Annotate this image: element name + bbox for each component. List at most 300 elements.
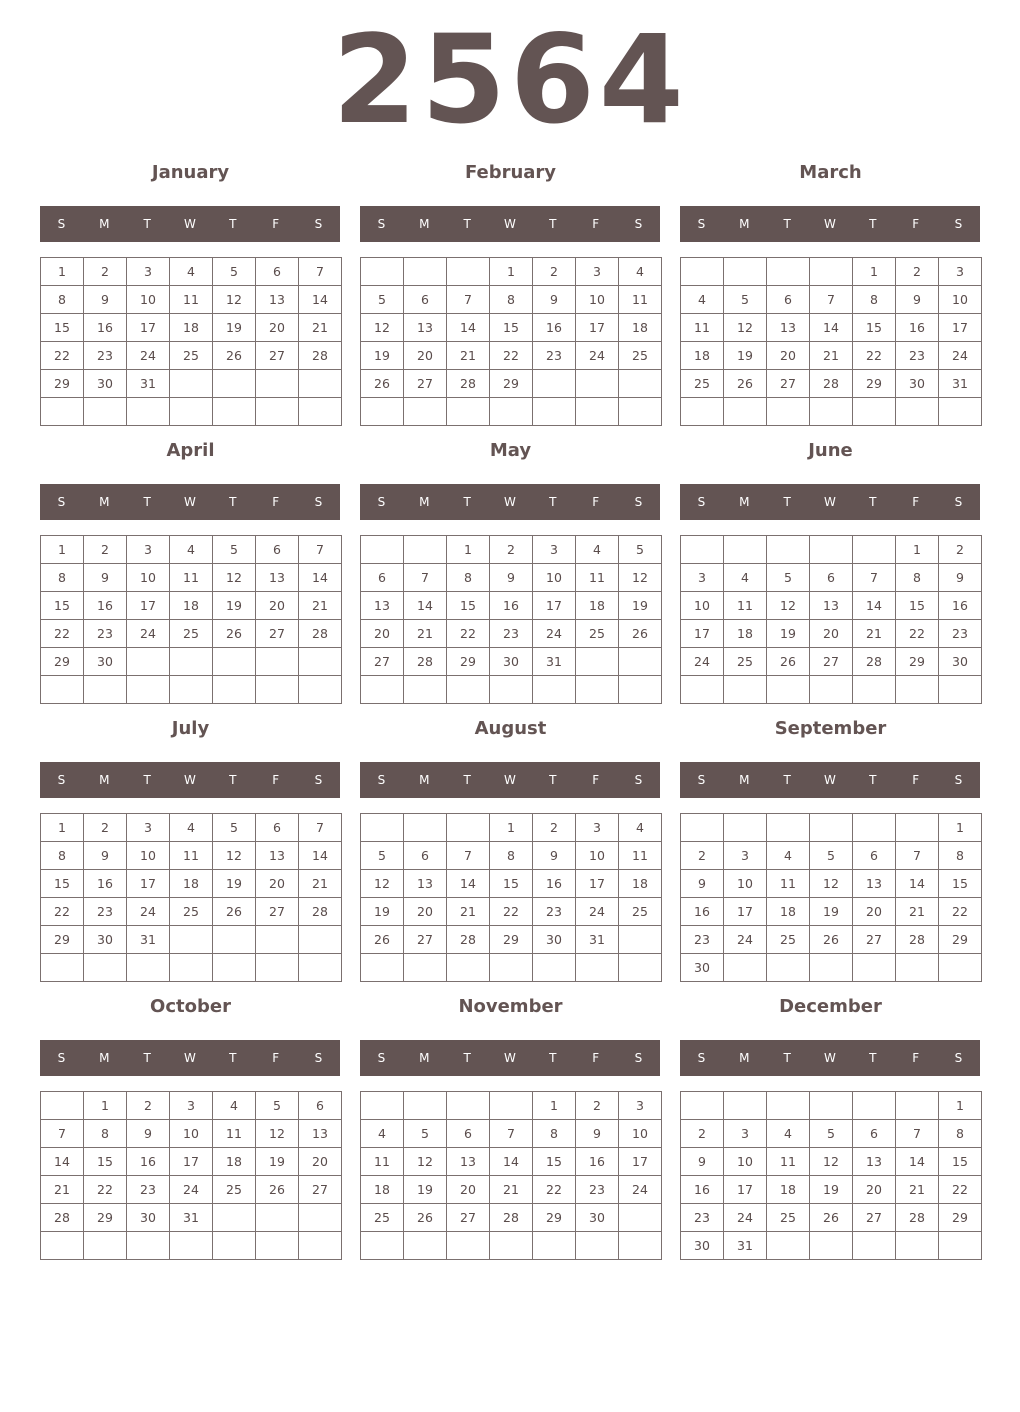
day-cell: 25 xyxy=(618,341,662,370)
empty-day-cell xyxy=(403,675,447,704)
day-cell: 6 xyxy=(255,257,299,286)
empty-day-cell xyxy=(403,953,447,982)
day-cell: 18 xyxy=(212,1147,256,1176)
day-cell: 25 xyxy=(766,1203,810,1232)
weekday-label: F xyxy=(592,495,600,509)
day-cell: 12 xyxy=(809,1147,853,1176)
day-cell: 6 xyxy=(852,1119,896,1148)
empty-day-cell xyxy=(532,397,576,426)
day-cell: 18 xyxy=(766,1175,810,1204)
day-cell: 2 xyxy=(126,1091,170,1120)
weekday-label: T xyxy=(783,773,791,787)
weekday-label: W xyxy=(184,1051,196,1065)
day-cell: 27 xyxy=(446,1203,490,1232)
weekday-label: T xyxy=(869,1051,877,1065)
day-cell: 25 xyxy=(212,1175,256,1204)
day-cell: 27 xyxy=(298,1175,342,1204)
day-cell: 11 xyxy=(169,563,213,592)
day-cell: 6 xyxy=(852,841,896,870)
weekday-label: W xyxy=(184,217,196,231)
day-grid xyxy=(40,257,341,426)
day-cell: 13 xyxy=(852,1147,896,1176)
day-cell: 26 xyxy=(360,369,404,398)
day-cell: 6 xyxy=(298,1091,342,1120)
day-cell: 23 xyxy=(680,925,724,954)
empty-day-cell xyxy=(532,1231,576,1260)
day-cell: 5 xyxy=(618,535,662,564)
day-cell: 8 xyxy=(40,285,84,314)
empty-day-cell xyxy=(532,953,576,982)
day-cell: 7 xyxy=(298,813,342,842)
day-cell: 19 xyxy=(360,341,404,370)
day-cell: 23 xyxy=(126,1175,170,1204)
day-cell: 21 xyxy=(298,869,342,898)
empty-day-cell xyxy=(766,1231,810,1260)
empty-day-cell xyxy=(895,1231,939,1260)
day-cell: 1 xyxy=(489,257,533,286)
day-cell: 4 xyxy=(680,285,724,314)
day-cell: 22 xyxy=(83,1175,127,1204)
weekday-label: T xyxy=(143,773,151,787)
empty-day-cell xyxy=(83,675,127,704)
empty-day-cell xyxy=(403,813,447,842)
weekday-label: W xyxy=(824,1051,836,1065)
day-cell: 24 xyxy=(126,897,170,926)
weekday-label: M xyxy=(739,1051,750,1065)
empty-day-cell xyxy=(938,675,982,704)
day-cell: 17 xyxy=(723,897,767,926)
day-cell: 22 xyxy=(40,897,84,926)
day-cell: 15 xyxy=(489,869,533,898)
empty-day-cell xyxy=(618,397,662,426)
day-cell: 19 xyxy=(618,591,662,620)
empty-day-cell xyxy=(169,1231,213,1260)
weekday-label: W xyxy=(824,217,836,231)
day-cell: 10 xyxy=(938,285,982,314)
day-cell: 6 xyxy=(360,563,404,592)
day-cell: 2 xyxy=(532,813,576,842)
weekday-label: F xyxy=(272,495,280,509)
month-name: November xyxy=(458,996,563,1017)
day-cell: 10 xyxy=(126,285,170,314)
empty-day-cell xyxy=(852,1231,896,1260)
empty-day-cell xyxy=(298,953,342,982)
day-cell: 30 xyxy=(575,1203,619,1232)
empty-day-cell xyxy=(895,953,939,982)
day-cell: 13 xyxy=(809,591,853,620)
weekday-label: S xyxy=(377,773,386,787)
day-cell: 23 xyxy=(532,897,576,926)
day-grid xyxy=(360,257,661,426)
day-cell: 23 xyxy=(532,341,576,370)
day-cell: 27 xyxy=(809,647,853,676)
day-cell: 13 xyxy=(852,869,896,898)
day-cell: 13 xyxy=(766,313,810,342)
day-cell: 29 xyxy=(532,1203,576,1232)
weekday-label: M xyxy=(739,217,750,231)
day-cell: 16 xyxy=(680,1175,724,1204)
weekday-label: W xyxy=(824,773,836,787)
day-cell: 14 xyxy=(446,313,490,342)
day-cell: 7 xyxy=(40,1119,84,1148)
day-cell: 26 xyxy=(255,1175,299,1204)
day-cell: 15 xyxy=(40,313,84,342)
month-name: June xyxy=(808,440,853,461)
day-cell: 13 xyxy=(403,869,447,898)
empty-day-cell xyxy=(169,925,213,954)
day-cell: 2 xyxy=(532,257,576,286)
day-cell: 10 xyxy=(680,591,724,620)
day-cell: 26 xyxy=(212,897,256,926)
month-name: January xyxy=(151,162,230,183)
day-cell: 15 xyxy=(40,869,84,898)
day-cell: 20 xyxy=(852,1175,896,1204)
weekday-label: W xyxy=(184,495,196,509)
empty-day-cell xyxy=(255,647,299,676)
weekday-header xyxy=(360,484,660,520)
empty-day-cell xyxy=(298,647,342,676)
empty-day-cell xyxy=(489,953,533,982)
weekday-label: S xyxy=(954,217,963,231)
day-cell: 28 xyxy=(298,341,342,370)
day-cell: 11 xyxy=(169,285,213,314)
day-cell: 5 xyxy=(403,1119,447,1148)
empty-day-cell xyxy=(680,257,724,286)
empty-day-cell xyxy=(446,675,490,704)
day-cell: 26 xyxy=(403,1203,447,1232)
day-cell: 20 xyxy=(766,341,810,370)
day-cell: 23 xyxy=(489,619,533,648)
day-cell: 28 xyxy=(403,647,447,676)
day-cell: 3 xyxy=(126,535,170,564)
empty-day-cell xyxy=(723,1091,767,1120)
empty-day-cell xyxy=(212,397,256,426)
weekday-header xyxy=(360,1040,660,1076)
empty-day-cell xyxy=(255,397,299,426)
weekday-label: M xyxy=(739,773,750,787)
day-cell: 6 xyxy=(403,841,447,870)
day-cell: 10 xyxy=(532,563,576,592)
weekday-label: S xyxy=(697,495,706,509)
day-cell: 1 xyxy=(895,535,939,564)
day-cell: 15 xyxy=(895,591,939,620)
day-cell: 15 xyxy=(532,1147,576,1176)
empty-day-cell xyxy=(723,257,767,286)
empty-day-cell xyxy=(809,813,853,842)
weekday-header xyxy=(360,762,660,798)
day-cell: 15 xyxy=(938,1147,982,1176)
day-cell: 12 xyxy=(212,841,256,870)
day-cell: 15 xyxy=(489,313,533,342)
day-cell: 26 xyxy=(360,925,404,954)
empty-day-cell xyxy=(852,675,896,704)
day-cell: 8 xyxy=(938,1119,982,1148)
day-cell: 22 xyxy=(532,1175,576,1204)
day-cell: 9 xyxy=(680,1147,724,1176)
weekday-label: T xyxy=(229,1051,237,1065)
weekday-label: S xyxy=(954,1051,963,1065)
empty-day-cell xyxy=(766,535,810,564)
day-cell: 20 xyxy=(360,619,404,648)
day-cell: 25 xyxy=(723,647,767,676)
day-cell: 13 xyxy=(360,591,404,620)
day-cell: 3 xyxy=(575,813,619,842)
day-cell: 1 xyxy=(938,1091,982,1120)
day-cell: 19 xyxy=(212,869,256,898)
empty-day-cell xyxy=(169,675,213,704)
day-cell: 5 xyxy=(212,535,256,564)
day-grid xyxy=(40,535,341,704)
day-cell: 8 xyxy=(40,841,84,870)
weekday-label: T xyxy=(783,495,791,509)
day-cell: 17 xyxy=(938,313,982,342)
day-cell: 29 xyxy=(489,369,533,398)
day-cell: 1 xyxy=(852,257,896,286)
empty-day-cell xyxy=(766,953,810,982)
empty-day-cell xyxy=(575,647,619,676)
empty-day-cell xyxy=(766,397,810,426)
day-cell: 19 xyxy=(255,1147,299,1176)
weekday-label: S xyxy=(634,217,643,231)
day-cell: 14 xyxy=(298,841,342,870)
weekday-label: S xyxy=(697,773,706,787)
empty-day-cell xyxy=(446,257,490,286)
weekday-label: T xyxy=(463,217,471,231)
day-cell: 3 xyxy=(723,841,767,870)
empty-day-cell xyxy=(809,953,853,982)
day-cell: 21 xyxy=(298,591,342,620)
empty-day-cell xyxy=(298,1231,342,1260)
day-cell: 18 xyxy=(618,313,662,342)
weekday-header xyxy=(680,206,980,242)
day-cell: 3 xyxy=(575,257,619,286)
day-cell: 24 xyxy=(169,1175,213,1204)
day-cell: 12 xyxy=(403,1147,447,1176)
day-cell: 21 xyxy=(446,341,490,370)
day-cell: 16 xyxy=(83,591,127,620)
day-cell: 29 xyxy=(83,1203,127,1232)
day-cell: 19 xyxy=(809,1175,853,1204)
day-cell: 24 xyxy=(532,619,576,648)
day-cell: 5 xyxy=(255,1091,299,1120)
day-cell: 22 xyxy=(938,897,982,926)
empty-day-cell xyxy=(618,647,662,676)
day-cell: 29 xyxy=(489,925,533,954)
day-cell: 21 xyxy=(298,313,342,342)
weekday-label: M xyxy=(99,217,110,231)
day-cell: 15 xyxy=(83,1147,127,1176)
year-title: 2564 xyxy=(332,9,688,151)
day-cell: 6 xyxy=(403,285,447,314)
day-cell: 17 xyxy=(575,313,619,342)
day-cell: 9 xyxy=(83,285,127,314)
empty-day-cell xyxy=(446,1231,490,1260)
empty-day-cell xyxy=(489,1091,533,1120)
day-cell: 30 xyxy=(83,925,127,954)
day-cell: 18 xyxy=(723,619,767,648)
day-cell: 1 xyxy=(532,1091,576,1120)
day-cell: 20 xyxy=(298,1147,342,1176)
day-cell: 6 xyxy=(255,813,299,842)
day-cell: 4 xyxy=(575,535,619,564)
day-cell: 14 xyxy=(809,313,853,342)
weekday-label: S xyxy=(57,495,66,509)
day-cell: 29 xyxy=(938,925,982,954)
day-cell: 21 xyxy=(40,1175,84,1204)
day-cell: 28 xyxy=(809,369,853,398)
day-cell: 4 xyxy=(169,813,213,842)
day-cell: 16 xyxy=(83,869,127,898)
empty-day-cell xyxy=(766,1091,810,1120)
empty-day-cell xyxy=(575,675,619,704)
empty-day-cell xyxy=(403,535,447,564)
empty-day-cell xyxy=(766,813,810,842)
month-name: May xyxy=(489,440,532,461)
day-cell: 28 xyxy=(446,925,490,954)
empty-day-cell xyxy=(40,675,84,704)
weekday-label: S xyxy=(314,1051,323,1065)
day-cell: 1 xyxy=(938,813,982,842)
empty-day-cell xyxy=(809,675,853,704)
day-cell: 12 xyxy=(360,313,404,342)
weekday-label: F xyxy=(912,1051,920,1065)
day-cell: 25 xyxy=(766,925,810,954)
empty-day-cell xyxy=(40,953,84,982)
empty-day-cell xyxy=(40,397,84,426)
day-cell: 5 xyxy=(360,841,404,870)
day-cell: 12 xyxy=(360,869,404,898)
day-cell: 26 xyxy=(809,1203,853,1232)
day-cell: 20 xyxy=(446,1175,490,1204)
day-cell: 4 xyxy=(766,1119,810,1148)
empty-day-cell xyxy=(766,675,810,704)
day-cell: 12 xyxy=(212,563,256,592)
day-cell: 11 xyxy=(723,591,767,620)
day-cell: 14 xyxy=(895,1147,939,1176)
weekday-header xyxy=(40,484,340,520)
day-cell: 11 xyxy=(680,313,724,342)
empty-day-cell xyxy=(938,953,982,982)
empty-day-cell xyxy=(680,535,724,564)
day-cell: 14 xyxy=(298,285,342,314)
day-cell: 30 xyxy=(938,647,982,676)
empty-day-cell xyxy=(40,1231,84,1260)
empty-day-cell xyxy=(360,397,404,426)
empty-day-cell xyxy=(723,813,767,842)
day-cell: 13 xyxy=(403,313,447,342)
day-cell: 7 xyxy=(852,563,896,592)
day-grid xyxy=(40,1091,341,1260)
empty-day-cell xyxy=(852,535,896,564)
day-cell: 2 xyxy=(680,841,724,870)
empty-day-cell xyxy=(723,953,767,982)
weekday-label: T xyxy=(869,495,877,509)
day-cell: 7 xyxy=(489,1119,533,1148)
empty-day-cell xyxy=(575,369,619,398)
day-cell: 27 xyxy=(766,369,810,398)
day-cell: 18 xyxy=(575,591,619,620)
weekday-label: T xyxy=(549,217,557,231)
weekday-label: T xyxy=(143,1051,151,1065)
day-cell: 15 xyxy=(852,313,896,342)
day-cell: 27 xyxy=(403,925,447,954)
day-cell: 18 xyxy=(766,897,810,926)
day-cell: 10 xyxy=(723,1147,767,1176)
day-cell: 29 xyxy=(40,369,84,398)
day-cell: 9 xyxy=(532,841,576,870)
empty-day-cell xyxy=(680,1091,724,1120)
day-cell: 9 xyxy=(895,285,939,314)
empty-day-cell xyxy=(809,535,853,564)
empty-day-cell xyxy=(212,1231,256,1260)
empty-day-cell xyxy=(255,953,299,982)
day-cell: 14 xyxy=(40,1147,84,1176)
day-cell: 2 xyxy=(575,1091,619,1120)
weekday-label: T xyxy=(549,773,557,787)
day-cell: 23 xyxy=(83,341,127,370)
day-cell: 7 xyxy=(403,563,447,592)
weekday-label: S xyxy=(57,217,66,231)
day-cell: 11 xyxy=(766,869,810,898)
month-name: July xyxy=(171,718,210,739)
empty-day-cell xyxy=(212,925,256,954)
weekday-label: T xyxy=(549,1051,557,1065)
weekday-label: M xyxy=(419,495,430,509)
weekday-label: T xyxy=(229,773,237,787)
day-cell: 10 xyxy=(575,285,619,314)
day-cell: 22 xyxy=(446,619,490,648)
day-cell: 3 xyxy=(126,813,170,842)
empty-day-cell xyxy=(255,1231,299,1260)
empty-day-cell xyxy=(360,1091,404,1120)
empty-day-cell xyxy=(298,1203,342,1232)
weekday-label: T xyxy=(463,1051,471,1065)
day-cell: 20 xyxy=(255,591,299,620)
empty-day-cell xyxy=(895,1091,939,1120)
day-cell: 6 xyxy=(809,563,853,592)
day-cell: 9 xyxy=(532,285,576,314)
weekday-label: F xyxy=(912,773,920,787)
weekday-label: F xyxy=(912,217,920,231)
day-cell: 22 xyxy=(852,341,896,370)
day-cell: 8 xyxy=(852,285,896,314)
weekday-label: S xyxy=(377,1051,386,1065)
empty-day-cell xyxy=(489,1231,533,1260)
empty-day-cell xyxy=(403,397,447,426)
day-cell: 21 xyxy=(489,1175,533,1204)
day-cell: 1 xyxy=(40,535,84,564)
day-cell: 24 xyxy=(126,341,170,370)
empty-day-cell xyxy=(126,675,170,704)
day-cell: 19 xyxy=(403,1175,447,1204)
day-cell: 3 xyxy=(723,1119,767,1148)
day-cell: 28 xyxy=(852,647,896,676)
empty-day-cell xyxy=(298,397,342,426)
empty-day-cell xyxy=(532,675,576,704)
empty-day-cell xyxy=(852,813,896,842)
empty-day-cell xyxy=(360,813,404,842)
day-cell: 27 xyxy=(255,897,299,926)
day-cell: 17 xyxy=(126,591,170,620)
weekday-label: S xyxy=(314,495,323,509)
day-cell: 14 xyxy=(298,563,342,592)
day-cell: 1 xyxy=(40,257,84,286)
empty-day-cell xyxy=(575,1231,619,1260)
day-cell: 17 xyxy=(723,1175,767,1204)
weekday-label: S xyxy=(314,217,323,231)
day-cell: 24 xyxy=(618,1175,662,1204)
empty-day-cell xyxy=(169,647,213,676)
